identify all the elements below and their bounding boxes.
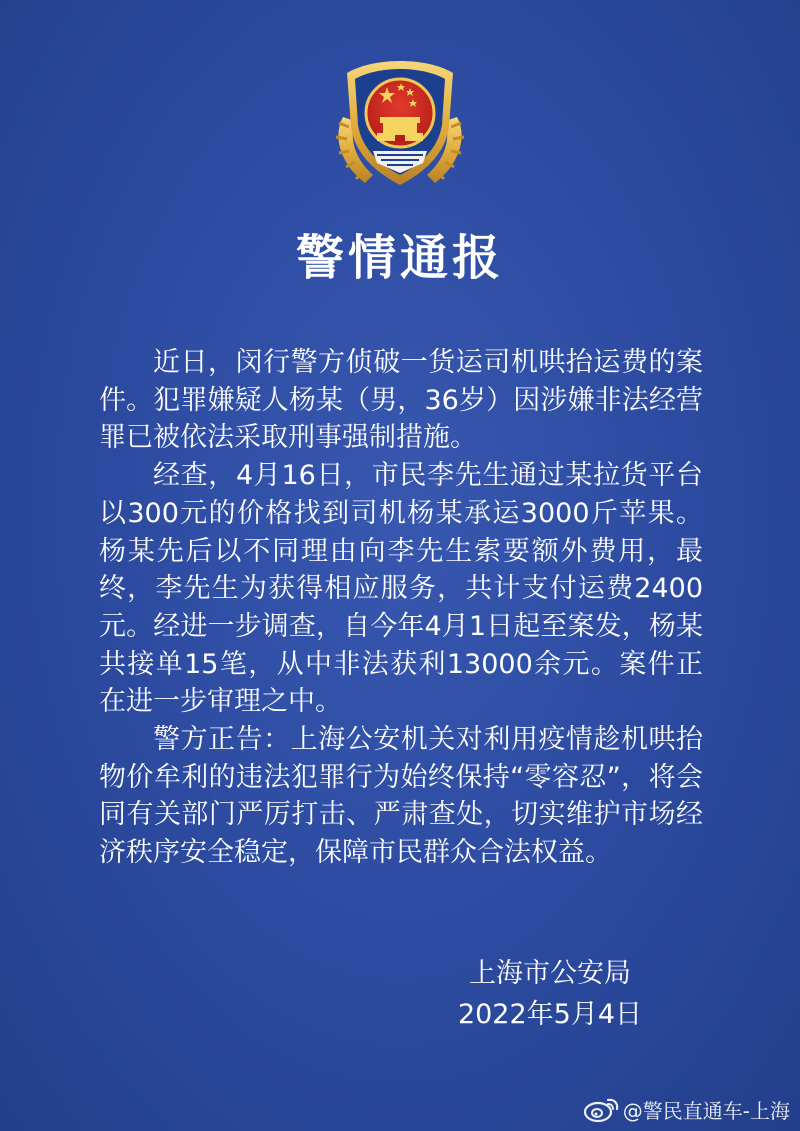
issuer-name: 上海市公安局 [469,958,631,989]
issue-date: 2022年5月4日 [457,999,643,1030]
police-emblem-icon [325,55,475,195]
paragraph-case-summary: 近日，闵行警方侦破一货运司机哄抬运费的案件。犯罪嫌疑人杨某（男，36岁）因涉嫌非法经营罪已被依法采取刑事强制措施。 [99,347,703,454]
paragraph-investigation: 经查，4月16日，市民李先生通过某拉货平台以300元的价格找到司机杨某承运3000斤苹果。杨某先后以不同理由向李先生索要额外费用，最终，李先生为获得相应服务，共计支付运费2400元。经进一步调查，自今年4月1日起至案发，杨某共接单15笔，从中非法获利13000余元。案件正在进一步审理之中。 [99,460,703,718]
watermark-text: @警民直通车-上海 [622,1098,790,1123]
notice-body [99,344,703,872]
page-title: 警情通报 [295,230,504,286]
weibo-icon [583,1094,621,1124]
paragraph-warning: 警方正告：上海公安机关对利用疫情趁机哄抬物价牟利的违法犯罪行为始终保持“零容忍”，将会同有关部门严厉打击、严肃查处，切实维护市场经济秩序安全稳定，保障市民群众合法权益。 [99,724,703,869]
weibo-watermark [583,1091,790,1127]
